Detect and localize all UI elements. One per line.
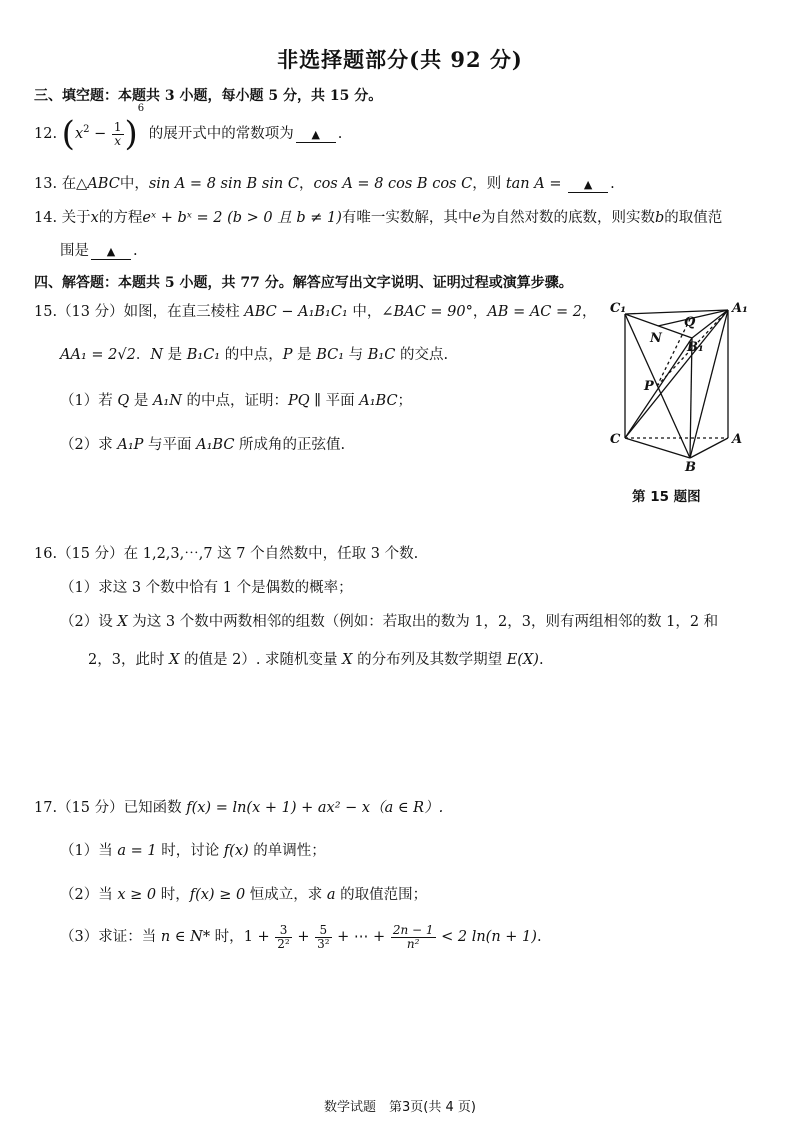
text: 时，讨论 [156, 843, 224, 859]
equation: eˣ + bˣ = 2 (b > 0 且 b ≠ 1) [142, 210, 342, 226]
score: （15 分） [57, 546, 124, 562]
condition: n ∈ N* [160, 929, 211, 946]
text: （2）求 [60, 437, 118, 453]
text: 时， [156, 887, 190, 903]
section-solve-heading: 四、解答题：本题共 5 小题，共 77 分。解答应写出文字说明、证明过程或演算步骤。 [34, 275, 573, 291]
question-15 [34, 304, 596, 321]
point-n: N [150, 347, 164, 363]
text: 的中点，证明： [181, 393, 289, 409]
text: ． [135, 347, 151, 363]
question-15-line2 [60, 347, 448, 364]
text: ， [581, 304, 597, 320]
text: 的取值范围； [335, 887, 428, 903]
text: 围是 [60, 243, 89, 259]
section-fill-in-heading: 三、填空题：本题共 3 小题，每小题 5 分，共 15 分。 [34, 88, 383, 104]
var-x: X [117, 614, 128, 630]
text: 与平面 [143, 437, 197, 453]
segment-a1n: A₁N [152, 393, 182, 409]
question-17-sub3 [60, 924, 542, 950]
fraction-1-over-x: $\frac{1}{x}$ [113, 119, 122, 148]
answer-blank[interactable]: ▲ [568, 176, 608, 193]
var-x: X [169, 652, 180, 668]
plus: + [292, 929, 315, 946]
var-x: X [342, 652, 353, 668]
expr-power: 6 [137, 103, 145, 114]
expectation: E(X) [506, 652, 539, 668]
segment-b1c1: B₁C₁ [186, 347, 221, 363]
text: 的方程 [98, 210, 143, 226]
label-p: P [644, 379, 654, 394]
page-footer: 数学试题 第3页(共 4 页) [324, 1100, 476, 1115]
question-16-sub1: （1）求这 3 个数中恰有 1 个是偶数的概率； [60, 580, 353, 596]
expr-minus: − [89, 126, 111, 142]
angle: ∠BAC = 90° [381, 304, 473, 320]
figure-caption: 第 15 题图 [632, 489, 701, 505]
condition: x ≥ 0 [117, 887, 157, 903]
text: ∥ 平面 [309, 393, 360, 409]
question-17 [34, 800, 443, 817]
segment-b1c: B₁C [367, 347, 396, 363]
question-15-sub2 [60, 437, 345, 454]
text: 的交点. [395, 347, 449, 363]
question-14-line2 [60, 243, 138, 260]
equation-cos: cos A = 8 cos B cos C [313, 176, 473, 192]
score: （13 分） [57, 304, 124, 320]
text: 的中点， [220, 347, 283, 363]
question-number: 15. [34, 304, 58, 320]
label-b: B [685, 460, 696, 475]
equation-sin: sin A = 8 sin B sin C [148, 176, 299, 192]
text: 的单调性； [248, 843, 326, 859]
question-13 [34, 176, 615, 193]
plane-a1bc: A₁BC [359, 393, 398, 409]
text: 时， [210, 929, 244, 946]
question-12 [34, 103, 343, 154]
label-b1: B₁ [687, 340, 704, 355]
plane-a1bc: A₁BC [196, 437, 235, 453]
text: （2）当 [60, 887, 118, 903]
domain: （a ∈ R）. [370, 800, 444, 816]
text: 如图，在直三棱柱 [123, 304, 245, 320]
end-mark: . [536, 929, 542, 946]
question-17-sub2 [60, 887, 427, 904]
rhs: < 2 ln(n + 1) [436, 929, 537, 946]
function: f(x) [223, 843, 249, 859]
fraction-5-over-3sq: $\frac{5}{\text{3²}}$ [317, 923, 330, 951]
text: 2，3，此时 [88, 652, 170, 668]
label-q: Q [684, 315, 696, 330]
diag-a1-b [690, 310, 728, 458]
text: 在△ [61, 176, 88, 192]
right-paren: ) [124, 114, 138, 154]
text: 是 [292, 347, 317, 363]
text: ，则 [472, 176, 506, 192]
condition: a = 1 [117, 843, 157, 859]
page-title: 非选择题部分(共 92 分) [277, 47, 523, 72]
question-17-sub1 [60, 843, 326, 860]
diag-a1-c [625, 310, 728, 438]
text: （1）当 [60, 843, 118, 859]
segment-pq: PQ [288, 393, 310, 409]
sides: AB = AC = 2 [487, 304, 582, 320]
label-a: A [732, 432, 743, 447]
inequality: f(x) ≥ 0 [189, 887, 246, 903]
var-x: x [90, 210, 99, 226]
sum-start: 1 + [243, 929, 275, 946]
dots: + ⋯ + [332, 929, 390, 946]
edge-c-b [625, 438, 690, 458]
text: 是 [163, 347, 187, 363]
var-e: e [472, 210, 481, 226]
text: 的分布列及其数学期望 [352, 652, 507, 668]
question-16-sub2-line2 [88, 652, 544, 669]
expr-x: x [74, 126, 84, 142]
question-14 [34, 210, 722, 227]
text: ， [298, 176, 314, 192]
segment-a1p: A₁P [117, 437, 144, 453]
text: （3）求证：当 [60, 929, 161, 946]
text: （1）若 [60, 393, 118, 409]
text: 的值是 2）. 求随机变量 [179, 652, 343, 668]
answer-blank[interactable]: ▲ [296, 126, 336, 143]
end-mark: . [133, 243, 138, 259]
text: 关于 [61, 210, 91, 226]
text: 恒成立，求 [245, 887, 327, 903]
question-15-sub1 [60, 393, 412, 410]
text: ； [397, 393, 413, 409]
question-16 [34, 546, 418, 563]
score: （15 分） [57, 800, 124, 816]
left-paren: ( [61, 114, 75, 154]
edge-b-a [690, 438, 728, 458]
question-number: 13. [34, 176, 58, 192]
answer-blank[interactable]: ▲ [91, 243, 131, 260]
text: ， [472, 304, 488, 320]
triangle-abc: ABC [87, 176, 120, 192]
text: 是 [129, 393, 153, 409]
expr-square: 2 [83, 124, 90, 136]
text: 在 1,2,3,⋯,7 这 7 个自然数中，任取 3 个数. [123, 546, 419, 562]
diag-b1-c [625, 338, 692, 438]
text: 已知函数 [123, 800, 187, 816]
fraction-general-term: $\frac{2n - 1}{\text{n²}}$ [392, 923, 434, 951]
end-mark: . [337, 126, 343, 142]
tan-a: tan A = [505, 176, 567, 192]
label-a1: A₁ [732, 301, 748, 316]
var-a: a [326, 887, 336, 903]
prism-figure [600, 296, 750, 476]
question-number: 12. [34, 126, 58, 142]
question-text: 的展开式中的常数项为 [148, 126, 294, 142]
label-c1: C₁ [610, 301, 627, 316]
label-n: N [650, 331, 662, 346]
text: （2）设 [60, 614, 118, 630]
point-p: P [282, 347, 293, 363]
prism: ABC − A₁B₁C₁ [244, 304, 348, 320]
text: 中， [119, 176, 149, 192]
aa1-length: AA₁ = 2√2 [60, 347, 136, 363]
question-number: 14. [34, 210, 58, 226]
point-q: Q [117, 393, 130, 409]
end-mark: . [538, 652, 544, 668]
fraction-3-over-2sq: $\frac{3}{\text{2²}}$ [277, 923, 290, 951]
question-number: 17. [34, 800, 58, 816]
text: 中， [347, 304, 382, 320]
question-number: 16. [34, 546, 58, 562]
text: 为这 3 个数中两数相邻的组数（例如：若取出的数为 1，2，3，则有两组相邻的数 1，2 和 [127, 614, 719, 630]
text: 与 [344, 347, 368, 363]
var-b: b [654, 210, 665, 226]
segment-bc1: BC₁ [316, 347, 345, 363]
text: 的取值范 [664, 210, 723, 226]
text: 有唯一实数解，其中 [341, 210, 473, 226]
end-mark: . [610, 176, 615, 192]
question-16-sub2 [60, 614, 718, 631]
text: 所成角的正弦值. [234, 437, 346, 453]
label-c: C [610, 432, 621, 447]
text: 为自然对数的底数，则实数 [480, 210, 655, 226]
function-def: f(x) = ln(x + 1) + ax² − x [186, 800, 371, 816]
